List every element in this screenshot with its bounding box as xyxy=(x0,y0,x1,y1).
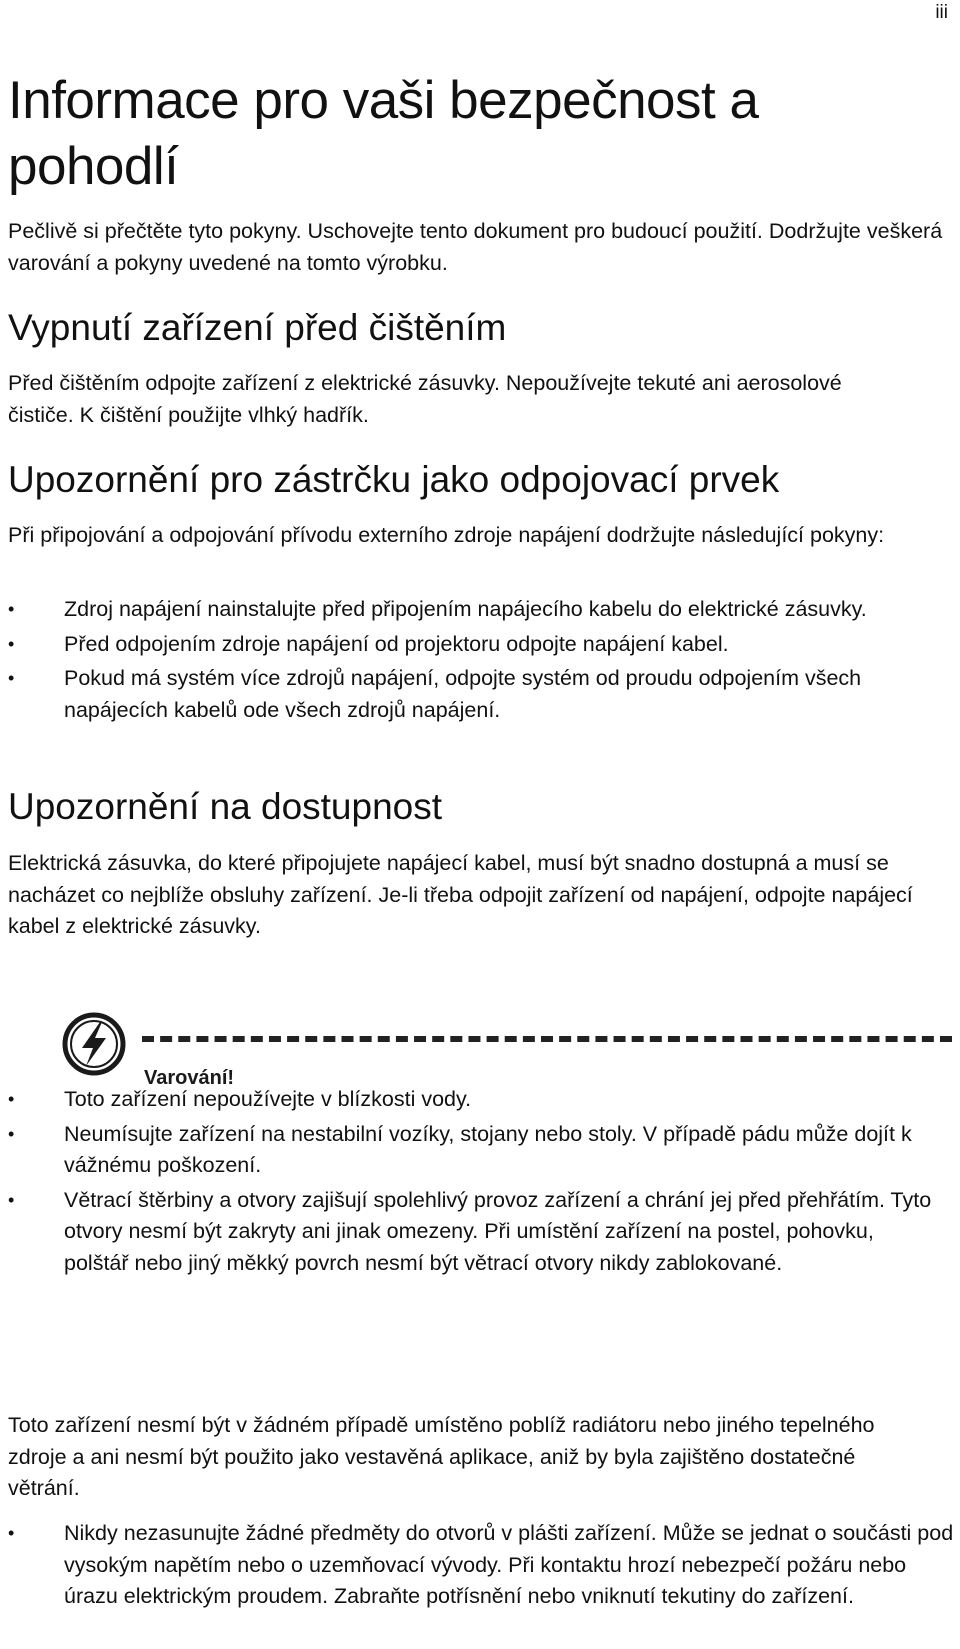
bullet-icon: • xyxy=(8,633,15,654)
lightning-warning-icon xyxy=(60,1010,128,1078)
section-body-cleaning: Před čištěním odpojte zařízení z elektrické zásuvky. Nepoužívejte tekuté ani aerosolové čističe. K čištění použijte vlhký hadřík. xyxy=(8,371,842,427)
bullet-icon: • xyxy=(8,1123,15,1144)
warning-bullet-list xyxy=(0,1084,955,1282)
page-title: Informace pro vaši bezpečnost a pohodlí xyxy=(8,71,759,196)
page-number: iii xyxy=(935,2,948,23)
list-item: • Nikdy nezasunujte žádné předměty do otvorů v plášti zařízení. Může se jednat o součásti pod vysokým napětím nebo o uzemňovací vývody. Při kontaktu hrozí nebezpečí požáru nebo úrazu elektrickým proudem. Zabraňte potřísnění nebo vniknutí tekutiny do zařízení. xyxy=(0,1518,955,1613)
list-item: • Pokud má systém více zdrojů napájení, odpojte systém od proudu odpojením všech napájecích kabelů ode všech zdrojů napájení. xyxy=(0,663,955,726)
warning-label: Varování! xyxy=(144,1067,235,1089)
warning-divider xyxy=(142,1036,952,1042)
warning-paragraph: Toto zařízení nesmí být v žádném případě umístěno poblíž radiátoru nebo jiného tepelného zdroje a ani nesmí být použito jako vestavěná aplikace, aniž by byla zajištěno dostatečné větrání. xyxy=(8,1413,875,1500)
intro-paragraph: Pečlivě si přečtěte tyto pokyny. Uschovejte tento dokument pro budoucí použití. Dodržujte veškerá varování a pokyny uvedené na tomto výrobku. xyxy=(8,219,943,275)
section-heading-accessibility: Upozornění na dostupnost xyxy=(8,786,443,827)
bullet-icon: • xyxy=(8,1523,15,1543)
list-item: • Větrací štěrbiny a otvory zajišují spolehlivý provoz zařízení a chrání jej před přehřátím. Tyto otvory nesmí být zakryty ani jinak omezeny. Při umístění zařízení na postel, pohovku, polštář nebo jiný měkký povrch nesmí být větrací otvory nikdy zablokované. xyxy=(0,1185,944,1280)
bullet-icon: • xyxy=(8,599,15,619)
list-item: • Před odpojením zdroje napájení od projektoru odpojte napájení kabel. xyxy=(0,629,955,661)
list-item: • Toto zařízení nepoužívejte v blízkosti vody. xyxy=(0,1084,955,1116)
bullet-icon: • xyxy=(8,668,15,688)
section-body-accessibility: Elektrická zásuvka, do které připojujete napájecí kabel, musí být snadno dostupná a musí se nacházet co nejblíže obsluhy zařízení. Je-li třeba odpojit zařízení od napájení, odpojte napájecí kabel z elektrické zásuvky. xyxy=(8,851,913,938)
section-body-plug: Při připojování a odpojování přívodu externího zdroje napájení dodržujte následující pokyny: xyxy=(8,523,885,547)
section-heading-cleaning: Vypnutí zařízení před čištěním xyxy=(8,307,507,348)
bullet-icon: • xyxy=(8,1189,15,1210)
plug-bullet-list xyxy=(0,594,955,729)
warning-bullet-list-2 xyxy=(0,1518,955,1616)
section-heading-plug: Upozornění pro zástrčku jako odpojovací prvek xyxy=(8,459,780,500)
list-item: • Zdroj napájení nainstalujte před připojením napájecího kabelu do elektrické zásuvky. xyxy=(0,594,924,626)
list-item: • Neumísujte zařízení na nestabilní vozíky, stojany nebo stoly. V případě pádu může dojít k vážnému poškození. xyxy=(0,1119,944,1182)
bullet-icon: • xyxy=(8,1089,15,1109)
